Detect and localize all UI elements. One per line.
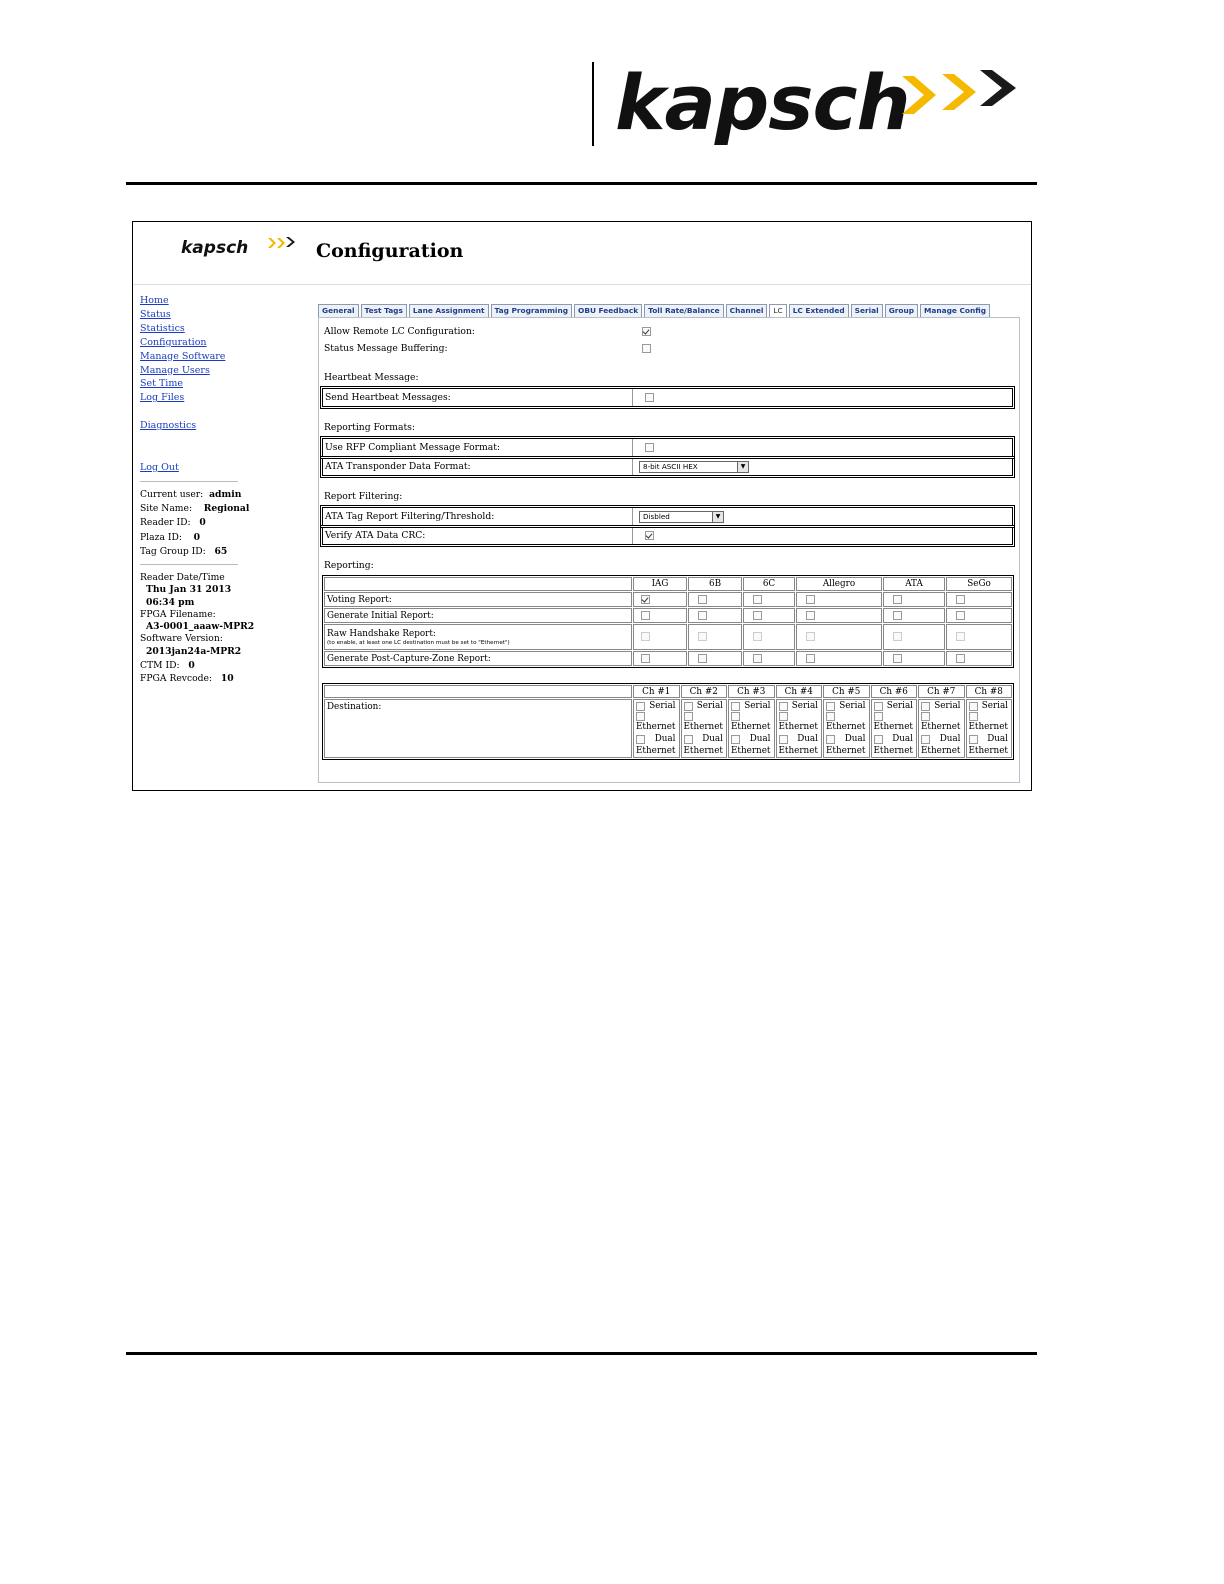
channel-destination — [823, 699, 870, 758]
logo-wordmark: kapsch — [615, 58, 910, 147]
channel-destination — [728, 699, 775, 758]
channel-header: Ch #8 — [966, 685, 1013, 698]
filtering-section-title: Report Filtering: — [324, 491, 403, 502]
dual-label: Dual — [844, 734, 866, 744]
dual-ethernet-label: Ethernet — [731, 746, 771, 756]
dual-ethernet-label: Ethernet — [826, 746, 866, 756]
destination-header-blank — [324, 685, 632, 698]
serial-checkbox[interactable] — [921, 702, 930, 711]
dual-label: Dual — [939, 734, 961, 744]
channel-destination — [966, 699, 1013, 758]
software-label: Software Version: — [140, 633, 223, 645]
destination-row — [324, 699, 1012, 758]
dual-checkbox[interactable] — [731, 735, 740, 744]
ethernet-checkbox[interactable] — [969, 712, 978, 721]
rfp-format-label: Use RFP Compliant Message Format: — [325, 442, 501, 453]
dual-label: Dual — [749, 734, 771, 744]
info-separator — [140, 564, 238, 565]
tab-lc[interactable]: LC — [769, 304, 786, 318]
report-label: Raw Handshake Report: — [327, 628, 436, 639]
ethernet-checkbox[interactable] — [731, 712, 740, 721]
ata-format-label: ATA Transponder Data Format: — [325, 461, 471, 472]
serial-label: Serial — [886, 701, 913, 711]
tab-test-tags[interactable]: Test Tags — [361, 304, 407, 318]
report-checkbox[interactable] — [753, 595, 762, 604]
ata-filter-label: ATA Tag Report Filtering/Threshold: — [325, 511, 495, 522]
ctm-row: CTM ID: 0 — [140, 660, 195, 672]
ethernet-checkbox[interactable] — [921, 712, 930, 721]
report-checkbox[interactable] — [806, 611, 815, 620]
version-info — [140, 572, 254, 686]
channel-header: Ch #4 — [776, 685, 823, 698]
nav-log-files[interactable]: Log Files — [140, 392, 185, 404]
report-checkbox[interactable] — [893, 611, 902, 620]
report-checkbox[interactable] — [698, 595, 707, 604]
page-title: Configuration — [316, 240, 464, 262]
ethernet-label: Ethernet — [636, 722, 676, 732]
sidebar-nav — [140, 294, 240, 475]
nav-statistics[interactable]: Statistics — [140, 322, 185, 334]
ethernet-label: Ethernet — [921, 722, 961, 732]
status-buffering-checkbox[interactable] — [642, 344, 651, 353]
destination-header-row — [324, 685, 1012, 698]
ata-format-select[interactable] — [639, 461, 749, 473]
ethernet-label: Ethernet — [731, 722, 771, 732]
ata-filter-row — [322, 507, 1013, 526]
verify-crc-label: Verify ATA Data CRC: — [325, 530, 426, 541]
serial-checkbox[interactable] — [874, 702, 883, 711]
allow-remote-checkbox[interactable] — [642, 327, 651, 336]
tab-channel[interactable]: Channel — [726, 304, 768, 318]
serial-label: Serial — [696, 701, 723, 711]
nav-set-time[interactable]: Set Time — [140, 378, 183, 390]
ethernet-label: Ethernet — [873, 722, 913, 732]
dual-label: Dual — [892, 734, 913, 744]
footer-rule — [126, 1352, 1037, 1355]
rfp-format-checkbox[interactable] — [645, 443, 654, 452]
serial-checkbox[interactable] — [779, 702, 788, 711]
report-checkbox[interactable] — [698, 611, 707, 620]
lc-panel — [318, 317, 1020, 783]
verify-crc-row — [322, 527, 1013, 545]
reporting-table — [322, 575, 1014, 668]
channel-header: Ch #6 — [871, 685, 918, 698]
dual-checkbox[interactable] — [636, 735, 645, 744]
report-row — [324, 592, 1012, 607]
dual-ethernet-label: Ethernet — [873, 746, 913, 756]
formats-section-title: Reporting Formats: — [324, 422, 415, 433]
protocol-header: 6C — [743, 577, 795, 591]
ethernet-label: Ethernet — [778, 722, 818, 732]
nav-home[interactable]: Home — [140, 295, 169, 306]
ethernet-label: Ethernet — [968, 722, 1008, 732]
ethernet-checkbox[interactable] — [684, 712, 693, 721]
reader-info — [140, 488, 249, 559]
serial-checkbox[interactable] — [684, 702, 693, 711]
nav-manage-software[interactable]: Manage Software — [140, 350, 226, 362]
report-row-raw-handshake — [324, 624, 1012, 650]
protocol-header: SeGo — [946, 577, 1012, 591]
report-checkbox[interactable] — [956, 654, 965, 663]
destination-label: Destination: — [324, 699, 632, 758]
report-note: (to enable, at least one LC destination must be set to "Ethernet") — [327, 639, 510, 646]
reader-date: Thu Jan 31 2013 — [146, 584, 232, 596]
allow-remote-label: Allow Remote LC Configuration: — [324, 326, 475, 337]
channel-header: Ch #1 — [633, 685, 680, 698]
channel-destination — [776, 699, 823, 758]
protocol-header: ATA — [883, 577, 945, 591]
serial-checkbox[interactable] — [826, 702, 835, 711]
destination-table — [322, 683, 1014, 760]
tab-lc-extended[interactable]: LC Extended — [789, 304, 849, 318]
ata-format-value: 8-bit ASCII HEX — [643, 462, 698, 471]
app-logo-chevrons-icon — [268, 237, 298, 249]
channel-header: Ch #3 — [728, 685, 775, 698]
report-label: Generate Initial Report: — [324, 608, 632, 623]
nav-diagnostics[interactable]: Diagnostics — [140, 420, 197, 432]
plaza-id-row: Plaza ID: 0 — [140, 531, 201, 543]
report-checkbox-disabled — [641, 632, 650, 641]
tab-tag-programming[interactable]: Tag Programming — [491, 304, 573, 318]
verify-crc-checkbox[interactable] — [645, 531, 654, 540]
reporting-section-title: Reporting: — [324, 560, 374, 571]
tag-group-row: Tag Group ID: 65 — [140, 545, 228, 557]
tab-toll-rate[interactable]: Toll Rate/Balance — [644, 304, 724, 318]
dual-ethernet-label: Ethernet — [968, 746, 1008, 756]
report-checkbox[interactable] — [641, 611, 650, 620]
serial-label: Serial — [839, 701, 866, 711]
tab-group[interactable]: Group — [885, 304, 918, 318]
serial-label: Serial — [934, 701, 961, 711]
report-checkbox[interactable] — [641, 654, 650, 663]
send-heartbeat-checkbox[interactable] — [645, 393, 654, 402]
channel-header: Ch #2 — [681, 685, 728, 698]
channel-destination — [633, 699, 680, 758]
report-checkbox[interactable] — [956, 611, 965, 620]
dual-ethernet-label: Ethernet — [636, 746, 676, 756]
dual-checkbox[interactable] — [969, 735, 978, 744]
dual-checkbox[interactable] — [921, 735, 930, 744]
dual-checkbox[interactable] — [874, 735, 883, 744]
nav-manage-users[interactable]: Manage Users — [140, 364, 210, 376]
serial-checkbox[interactable] — [636, 702, 645, 711]
chevron-down-icon: ▼ — [712, 512, 723, 522]
report-checkbox[interactable] — [893, 595, 902, 604]
status-buffering-label: Status Message Buffering: — [324, 343, 448, 354]
fpga-file-label: FPGA Filename: — [140, 608, 216, 620]
dual-ethernet-label: Ethernet — [921, 746, 961, 756]
reporting-header-blank — [324, 577, 632, 591]
dual-label: Dual — [797, 734, 818, 744]
ata-filter-select[interactable] — [639, 511, 724, 523]
send-heartbeat-label: Send Heartbeat Messages: — [325, 392, 451, 403]
reader-id-row: Reader ID: 0 — [140, 517, 206, 529]
app-logo — [181, 238, 248, 258]
reader-time: 06:34 pm — [146, 596, 195, 608]
report-checkbox[interactable] — [956, 595, 965, 604]
serial-checkbox[interactable] — [731, 702, 740, 711]
ethernet-checkbox[interactable] — [636, 712, 645, 721]
serial-label: Serial — [649, 701, 676, 711]
nav-separator — [140, 481, 238, 482]
report-row — [324, 651, 1012, 666]
ethernet-checkbox[interactable] — [826, 712, 835, 721]
report-checkbox[interactable] — [698, 654, 707, 663]
protocol-header: Allegro — [796, 577, 882, 591]
chevron-down-icon: ▼ — [737, 462, 748, 472]
channel-header: Ch #5 — [823, 685, 870, 698]
dual-ethernet-label: Ethernet — [683, 746, 723, 756]
dual-label: Dual — [702, 734, 723, 744]
ethernet-checkbox[interactable] — [874, 712, 883, 721]
channel-destination — [681, 699, 728, 758]
config-tabs — [318, 304, 990, 318]
nav-configuration[interactable]: Configuration — [140, 336, 207, 348]
date-label: Reader Date/Time — [140, 572, 225, 583]
heartbeat-row — [322, 388, 1013, 407]
serial-label: Serial — [744, 701, 771, 711]
serial-label: Serial — [981, 701, 1008, 711]
tab-lane-assignment[interactable]: Lane Assignment — [409, 304, 489, 318]
channel-header: Ch #7 — [918, 685, 965, 698]
configuration-screenshot — [132, 221, 1032, 791]
protocol-header: IAG — [633, 577, 687, 591]
header-separator — [133, 284, 1031, 285]
report-checkbox[interactable] — [806, 654, 815, 663]
ethernet-label: Ethernet — [826, 722, 866, 732]
dual-ethernet-label: Ethernet — [778, 746, 818, 756]
tab-general[interactable]: General — [318, 304, 359, 318]
nav-status[interactable]: Status — [140, 308, 171, 320]
tab-serial[interactable]: Serial — [851, 304, 883, 318]
tab-obu-feedback[interactable]: OBU Feedback — [574, 304, 642, 318]
report-label: Voting Report: — [324, 592, 632, 607]
report-checkbox[interactable] — [806, 595, 815, 604]
ethernet-checkbox[interactable] — [779, 712, 788, 721]
app-logo-text: kapsch — [181, 238, 249, 258]
kapsch-logo — [615, 58, 1025, 148]
reporting-header-row — [324, 577, 1012, 591]
report-checkbox-disabled — [698, 632, 707, 641]
report-checkbox-disabled — [956, 632, 965, 641]
dual-label: Dual — [987, 734, 1008, 744]
header-rule — [126, 182, 1037, 185]
nav-logout[interactable]: Log Out — [140, 462, 179, 474]
report-checkbox-disabled — [753, 632, 762, 641]
report-label: Generate Post-Capture-Zone Report: — [324, 651, 632, 666]
software-version: 2013jan24a-MPR2 — [146, 645, 242, 657]
dual-checkbox[interactable] — [826, 735, 835, 744]
report-checkbox[interactable] — [893, 654, 902, 663]
report-checkbox[interactable] — [753, 654, 762, 663]
fpga-file: A3-0001_aaaw-MPR2 — [146, 621, 255, 633]
report-label-cell — [324, 624, 632, 650]
channel-destination — [918, 699, 965, 758]
channel-destination — [871, 699, 918, 758]
site-name-row: Site Name: Regional — [140, 503, 250, 515]
tab-manage-config[interactable]: Manage Config — [920, 304, 990, 318]
rfp-format-row — [322, 438, 1013, 457]
dual-label: Dual — [654, 734, 676, 744]
report-checkbox[interactable] — [753, 611, 762, 620]
logo-chevrons-icon — [900, 68, 1020, 128]
heartbeat-section-title: Heartbeat Message: — [324, 372, 419, 383]
report-checkbox[interactable] — [641, 595, 650, 604]
report-checkbox-disabled — [893, 632, 902, 641]
protocol-header: 6B — [688, 577, 742, 591]
dual-checkbox[interactable] — [684, 735, 693, 744]
ethernet-label: Ethernet — [683, 722, 723, 732]
report-row — [324, 608, 1012, 623]
revcode-row: FPGA Revcode: 10 — [140, 673, 234, 685]
ata-filter-value: Disbled — [643, 512, 670, 521]
header-divider — [592, 62, 594, 146]
report-checkbox-disabled — [806, 632, 815, 641]
current-user-row: Current user: admin — [140, 489, 242, 500]
serial-checkbox[interactable] — [969, 702, 978, 711]
serial-label: Serial — [791, 701, 818, 711]
ata-format-row — [322, 458, 1013, 476]
dual-checkbox[interactable] — [779, 735, 788, 744]
